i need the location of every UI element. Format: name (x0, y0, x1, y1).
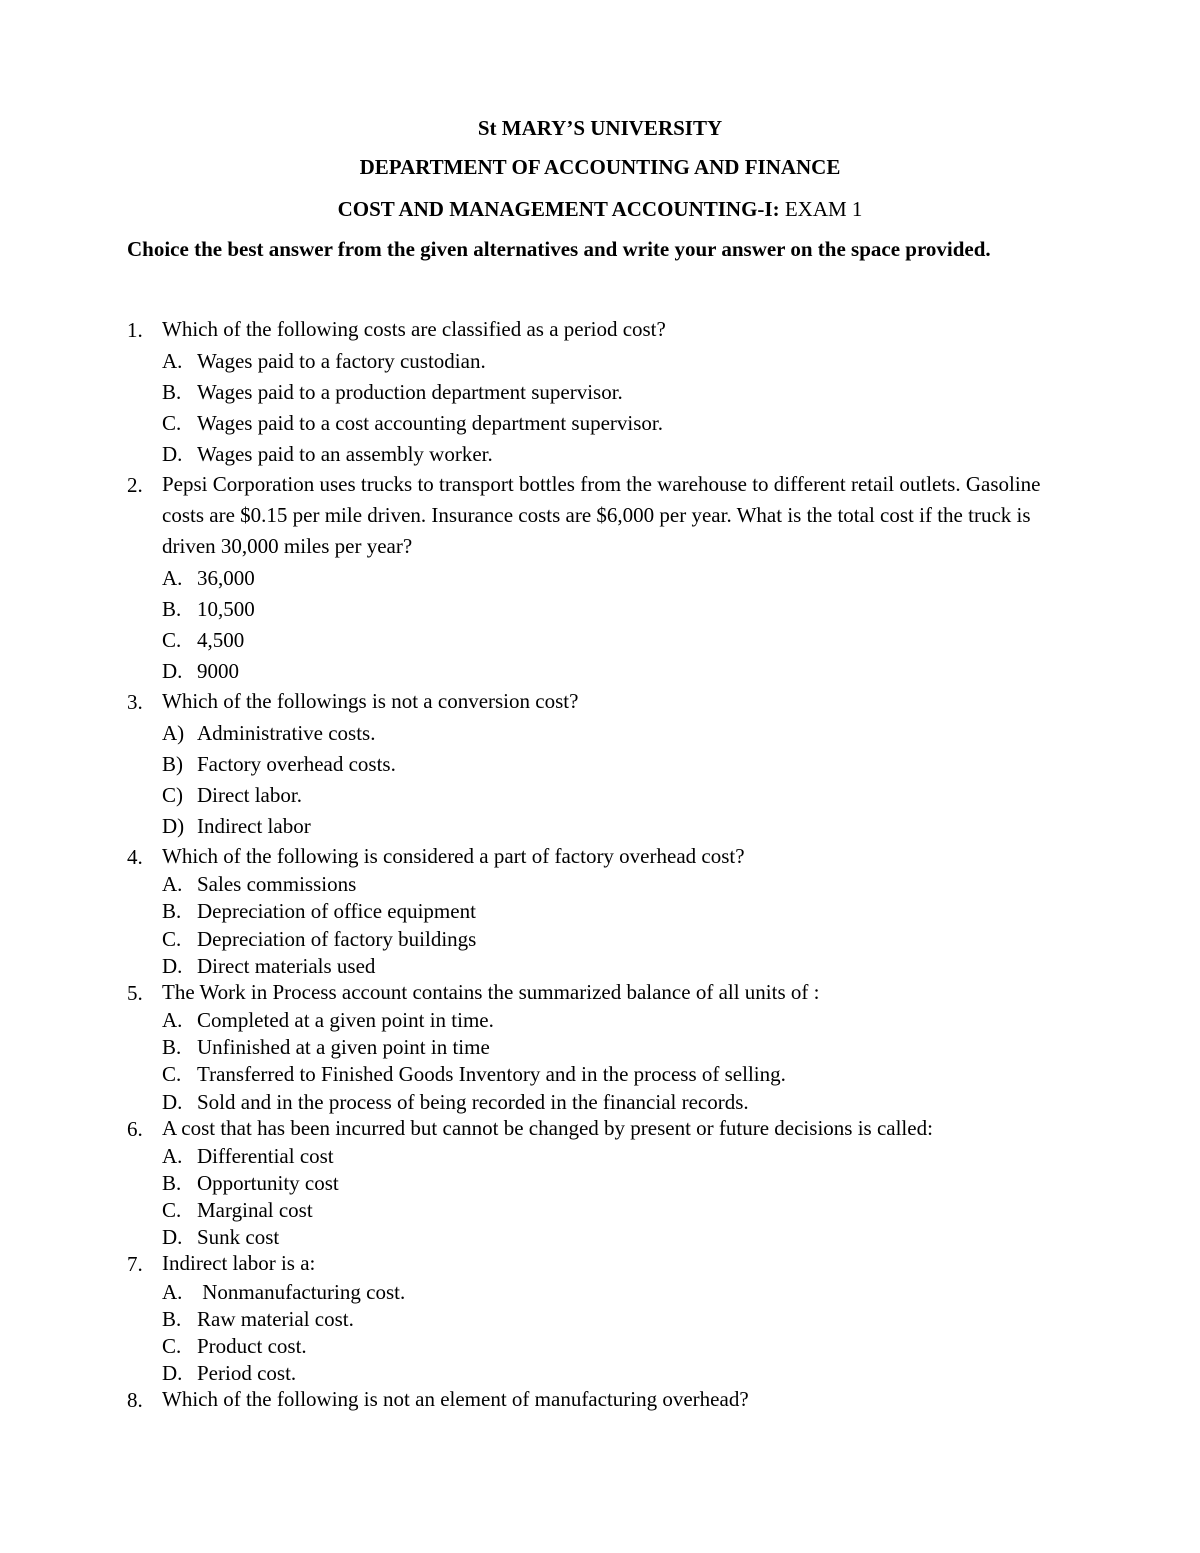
option-text: Indirect labor (197, 814, 311, 838)
option-letter: C. (162, 927, 182, 951)
option-text: Administrative costs. (197, 721, 376, 745)
question-text: Pepsi Corporation uses trucks to transport bottles from the warehouse to different retail outlets. Gasoline costs are $0.15 per mile driven. Insurance costs are $6,000 per year. What is the total cost if the truck is driven 30,000 miles per year? (162, 472, 1041, 558)
question-number: 3. (127, 690, 143, 714)
question-number: 2. (127, 473, 143, 497)
option-text: Direct materials used (197, 954, 376, 978)
option-letter: B. (162, 899, 182, 923)
option-text: Sales commissions (197, 872, 357, 896)
instructions: Choice the best answer from the given alternatives and write your answer on the space provided. (127, 237, 991, 261)
exam-label: EXAM 1 (779, 197, 863, 221)
option-text: Wages paid to a production department supervisor. (197, 380, 623, 404)
option-text: Wages paid to a factory custodian. (197, 349, 486, 373)
option-text: 10,500 (197, 597, 255, 621)
option-letter: D. (162, 954, 183, 978)
option-text: Wages paid to a cost accounting department supervisor. (197, 411, 664, 435)
course-exam-title (0, 197, 1200, 222)
option-text: Wages paid to an assembly worker. (197, 442, 493, 466)
option-letter: A. (162, 1280, 183, 1304)
option-letter: C. (162, 1198, 182, 1222)
option-letter: A. (162, 872, 183, 896)
option-letter: D. (162, 659, 183, 683)
option-letter: D. (162, 1361, 183, 1385)
option-letter: D) (162, 814, 185, 838)
option-letter: A. (162, 1144, 183, 1168)
option-letter: D. (162, 1225, 183, 1249)
question-text: Which of the following is considered a part of factory overhead cost? (162, 844, 745, 868)
option-text: Nonmanufacturing cost. (197, 1280, 406, 1304)
option-letter: C) (162, 783, 183, 807)
option-text: Unfinished at a given point in time (197, 1035, 490, 1059)
option-letter: C. (162, 1334, 182, 1358)
option-text: Depreciation of factory buildings (197, 927, 477, 951)
option-text: Opportunity cost (197, 1171, 339, 1195)
option-text: Transferred to Finished Goods Inventory and in the process of selling. (197, 1062, 786, 1086)
option-letter: A. (162, 1008, 183, 1032)
question-number: 4. (127, 845, 143, 869)
question-text: Which of the following costs are classified as a period cost? (162, 317, 666, 341)
option-letter: B. (162, 1035, 182, 1059)
option-letter: B) (162, 752, 183, 776)
option-text: Raw material cost. (197, 1307, 354, 1331)
question-number: 5. (127, 981, 143, 1005)
option-letter: B. (162, 380, 182, 404)
option-text: Marginal cost (197, 1198, 313, 1222)
option-text: Product cost. (197, 1334, 307, 1358)
option-letter: C. (162, 628, 182, 652)
question-number: 8. (127, 1388, 143, 1412)
option-text: 4,500 (197, 628, 245, 652)
question-number: 1. (127, 318, 143, 342)
question-number: 6. (127, 1117, 143, 1141)
option-text: 9000 (197, 659, 239, 683)
course-title: COST AND MANAGEMENT ACCOUNTING-I: (337, 197, 780, 221)
question-text: The Work in Process account contains the summarized balance of all units of : (162, 980, 820, 1004)
option-letter: B. (162, 597, 182, 621)
option-text: 36,000 (197, 566, 255, 590)
university-title: St MARY’S UNIVERSITY (477, 116, 723, 140)
question-text: A cost that has been incurred but cannot be changed by present or future decisions is called: (162, 1116, 933, 1140)
option-text: Sunk cost (197, 1225, 280, 1249)
question-number: 7. (127, 1252, 143, 1276)
question-text: Which of the following is not an element of manufacturing overhead? (162, 1387, 749, 1411)
option-text: Depreciation of office equipment (197, 899, 476, 923)
question-text: Indirect labor is a: (162, 1251, 316, 1275)
option-letter: C. (162, 411, 182, 435)
department-title: DEPARTMENT OF ACCOUNTING AND FINANCE (359, 155, 841, 179)
option-text: Completed at a given point in time. (197, 1008, 494, 1032)
option-letter: C. (162, 1062, 182, 1086)
option-letter: D. (162, 1090, 183, 1114)
option-text: Period cost. (197, 1361, 297, 1385)
option-letter: D. (162, 442, 183, 466)
option-letter: B. (162, 1171, 182, 1195)
option-letter: A) (162, 721, 185, 745)
option-text: Differential cost (197, 1144, 334, 1168)
option-text: Sold and in the process of being recorded in the financial records. (197, 1090, 749, 1114)
option-letter: B. (162, 1307, 182, 1331)
option-letter: A. (162, 566, 183, 590)
option-text: Direct labor. (197, 783, 302, 807)
question-text: Which of the followings is not a conversion cost? (162, 689, 579, 713)
option-letter: A. (162, 349, 183, 373)
option-text: Factory overhead costs. (197, 752, 396, 776)
